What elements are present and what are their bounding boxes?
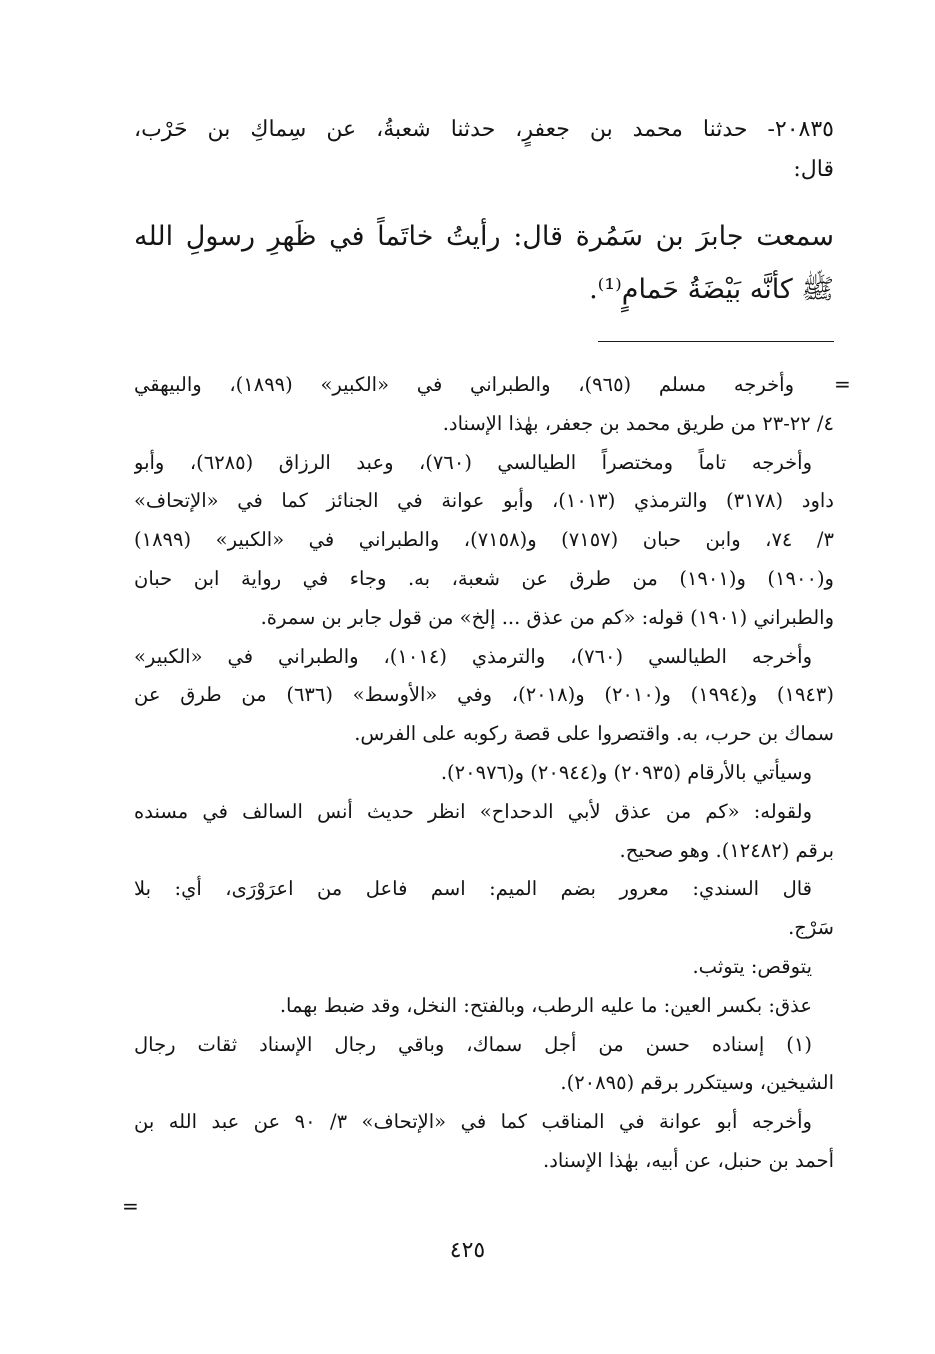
hadith-matn-line-1: سمعت جابرَ بن سَمُرة قال: رأيتُ خاتَماً في ظَهرِ رسولِ الله xyxy=(134,221,834,252)
footnote-line: وأخرجه تاماً ومختصراً الطيالسي (٧٦٠)، وعبد الرزاق (٦٢٨٥)، وأبو xyxy=(134,450,812,474)
footnote-line: قال السندي: معرور بضم الميم: اسم فاعل من اعرَوْرَى، أي: بلا xyxy=(134,877,812,901)
footnote-line: وسيأتي بالأرقام (٢٠٩٣٥) و(٢٠٩٤٤) و(٢٠٩٧٦). xyxy=(440,760,812,784)
footnote-line: (١٩٤٣) و(١٩٩٤) و(٢٠١٠) و(٢٠١٨)، وفي «الأوسط» (٦٣٦) من طرق عن xyxy=(134,683,834,707)
footnote-separator xyxy=(598,341,834,342)
hadith-matn-line-2: ﷺ كأنَّه بَيْضَةُ حَمامٍ⁽¹⁾. xyxy=(589,274,834,305)
footnote-line: داود (٣١٧٨) والترمذي (١٠١٣)، وأبو عوانة في الجنائز كما في «الإتحاف» xyxy=(134,489,834,513)
footnote-line: الشيخين، وسيتكرر برقم (٢٠٨٩٥). xyxy=(560,1071,834,1095)
footnote-line: ولقوله: «كم من عذق لأبي الدحداح» انظر حديث أنس السالف في مسنده xyxy=(134,799,812,823)
continuation-mark-bottom: = xyxy=(122,1194,139,1218)
footnote-line: سَرْج. xyxy=(788,916,834,940)
footnote-line: وأخرجه مسلم (٩٦٥)، والطبراني في «الكبير» (١٨٩٩)، والبيهقي xyxy=(134,373,795,396)
footnote-line: وأخرجه الطيالسي (٧٦٠)، والترمذي (١٠١٤)، والطبراني في «الكبير» xyxy=(134,644,812,668)
hadith-isnad-line-1: ٢٠٨٣٥- حدثنا محمد بن جعفرٍ، حدثنا شعبةُ، عن سِماكِ بن حَرْب، xyxy=(134,117,834,142)
footnote-line: ٤/ ٢٢-٢٣ من طريق محمد بن جعفر، بهٰذا الإسناد. xyxy=(442,411,834,435)
footnote-line: يتوقص: يتوثب. xyxy=(692,954,812,978)
footnote-line: ٣/ ٧٤، وابن حبان (٧١٥٧) و(٧١٥٨)، والطبراني في «الكبير» (١٨٩٩) xyxy=(134,528,834,552)
continuation-mark-top: = xyxy=(834,372,851,396)
footnotes-section xyxy=(134,366,834,1181)
hadith-isnad xyxy=(134,110,834,190)
footnote-line: (١) إسناده حسن من أجل سماك، وباقي رجال الإسناد ثقات رجال xyxy=(134,1032,812,1056)
footnote-line: أحمد بن حنبل، عن أبيه، بهٰذا الإسناد. xyxy=(543,1148,834,1172)
footnote-line: وأخرجه أبو عوانة في المناقب كما في «الإتحاف» ٣/ ٩٠ عن عبد الله بن xyxy=(134,1110,812,1134)
footnote-line: سماك بن حرب، به. واقتصروا على قصة ركوبه على الفرس. xyxy=(354,722,834,746)
footnote-line: والطبراني (١٩٠١) قوله: «كم من عذق ... إلخ» من قول جابر بن سمرة. xyxy=(260,605,834,629)
footnote-line: و(١٩٠٠) و(١٩٠١) من طرق عن شعبة، به. وجاء في رواية ابن حبان xyxy=(134,566,834,590)
footnote-line: برقم (١٢٤٨٢). وهو صحيح. xyxy=(619,838,834,862)
hadith-matn xyxy=(134,210,834,316)
footnote-line: عذق: بكسر العين: ما عليه الرطب، وبالفتح: النخل، وقد ضبط بهما. xyxy=(279,993,812,1017)
page-number: ٤٢٥ xyxy=(449,1238,486,1263)
hadith-isnad-line-2: قال: xyxy=(793,157,834,182)
